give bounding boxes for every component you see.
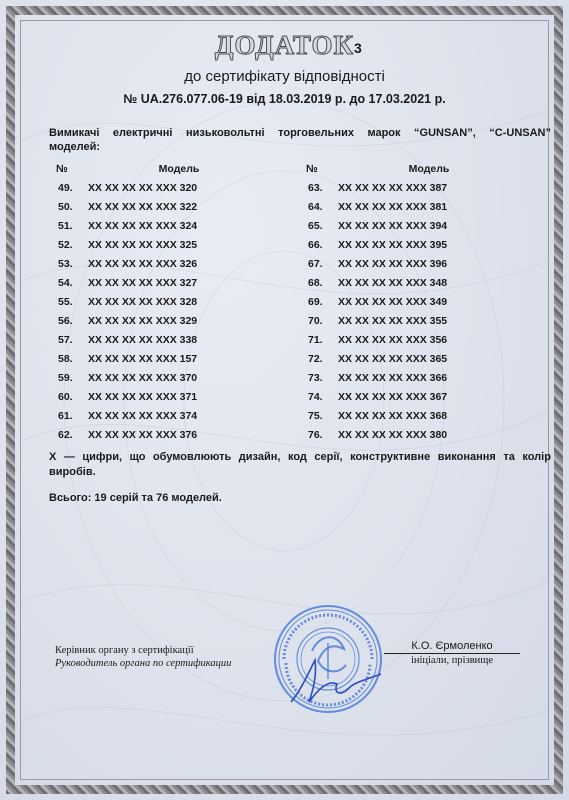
row-model: XX XX XX XX XXX 380 (338, 428, 448, 441)
word: — (63, 451, 75, 463)
row-model: XX XX XX XX XXX 381 (338, 200, 448, 213)
table-row (56, 197, 266, 216)
row-model: XX XX XX XX XXX 376 (88, 428, 198, 441)
row-model: XX XX XX XX XXX 387 (338, 181, 448, 194)
table-row (306, 349, 516, 368)
row-model: XX XX XX XX XXX 396 (338, 257, 448, 270)
row-model: XX XX XX XX XXX 374 (88, 409, 198, 422)
table-row (56, 235, 266, 254)
annex-number: 3 (354, 40, 362, 56)
document-subtitle: до сертифікату відповідності (184, 68, 385, 85)
word: “C-UNSAN” (489, 127, 551, 139)
row-number: 51. (58, 219, 73, 232)
word: електричні (112, 127, 173, 139)
table-row (56, 368, 266, 387)
row-number: 70. (308, 314, 323, 327)
row-model: XX XX XX XX XXX 356 (338, 333, 448, 346)
row-model: XX XX XX XX XXX 326 (88, 257, 198, 270)
table-row (56, 387, 266, 406)
row-number: 69. (308, 295, 323, 308)
row-number: 63. (308, 181, 323, 194)
row-number: 64. (308, 200, 323, 213)
row-model: XX XX XX XX XXX 349 (338, 295, 448, 308)
row-number: 49. (58, 181, 73, 194)
row-number: 73. (308, 371, 323, 384)
handwritten-signature (285, 650, 385, 710)
row-number: 62. (58, 428, 73, 441)
table-row (306, 216, 516, 235)
table-row (306, 254, 516, 273)
row-number: 71. (308, 333, 323, 346)
row-number: 58. (58, 352, 73, 365)
row-number: 67. (308, 257, 323, 270)
row-model: XX XX XX XX XXX 365 (338, 352, 448, 365)
table-row (56, 330, 266, 349)
row-model: XX XX XX XX XXX 368 (338, 409, 448, 422)
row-model: XX XX XX XX XXX 395 (338, 238, 448, 251)
table-row (56, 292, 266, 311)
table-row (306, 406, 516, 425)
models-table-right (306, 160, 516, 444)
row-model: XX XX XX XX XXX 320 (88, 181, 198, 194)
row-model: XX XX XX XX XXX 322 (88, 200, 198, 213)
document-title: ДОДАТОК (214, 30, 355, 60)
table-row (306, 273, 516, 292)
row-number: 74. (308, 390, 323, 403)
row-number: 50. (58, 200, 73, 213)
row-number: 55. (58, 295, 73, 308)
row-number: 72. (308, 352, 323, 365)
table-row (56, 216, 266, 235)
word: що (129, 451, 146, 463)
row-model: XX XX XX XX XXX 367 (338, 390, 448, 403)
word: конструктивне (350, 451, 431, 463)
row-number: 66. (308, 238, 323, 251)
signer-name: К.О. Єрмоленко (411, 640, 493, 652)
row-number: 52. (58, 238, 73, 251)
row-number: 56. (58, 314, 73, 327)
word: код (287, 451, 307, 463)
word: та (503, 451, 515, 463)
table-row (56, 349, 266, 368)
table-row (306, 235, 516, 254)
table-row (306, 330, 516, 349)
word: “GUNSAN”, (414, 127, 476, 139)
row-model: XX XX XX XX XXX 338 (88, 333, 198, 346)
header-model: Модель (408, 163, 450, 175)
row-model: XX XX XX XX XXX 328 (88, 295, 198, 308)
intro-line-1 (49, 126, 551, 140)
table-row (56, 178, 266, 197)
row-number: 60. (58, 390, 73, 403)
certificate-number: № UA.276.077.06-19 від 18.03.2019 р. до 17.03.2021 р. (123, 92, 446, 106)
word: X (49, 451, 57, 463)
row-model: XX XX XX XX XXX 327 (88, 276, 198, 289)
table-row (56, 425, 266, 444)
models-table-left (56, 160, 266, 444)
row-model: XX XX XX XX XXX 370 (88, 371, 198, 384)
row-model: XX XX XX XX XXX 394 (338, 219, 448, 232)
table-row (56, 254, 266, 273)
row-number: 54. (58, 276, 73, 289)
note-line-2: виробів. (49, 466, 96, 478)
row-model: XX XX XX XX XXX 325 (88, 238, 198, 251)
word: колір (522, 451, 551, 463)
header-number: № (56, 163, 68, 175)
word: Вимикачі (49, 127, 100, 139)
table-header (306, 160, 516, 178)
row-model: XX XX XX XX XXX 366 (338, 371, 448, 384)
table-row (56, 273, 266, 292)
note-line-1 (49, 450, 551, 465)
table-row (56, 406, 266, 425)
header-number: № (306, 163, 318, 175)
row-number: 68. (308, 276, 323, 289)
row-number: 61. (58, 409, 73, 422)
table-header (56, 160, 266, 178)
intro-line-2: моделей: (49, 141, 101, 153)
note-paragraph (49, 450, 551, 480)
word: серії, (314, 451, 343, 463)
word: торговельних (278, 127, 354, 139)
table-row (56, 311, 266, 330)
row-model: XX XX XX XX XXX 348 (338, 276, 448, 289)
table-row (306, 178, 516, 197)
row-number: 59. (58, 371, 73, 384)
signer-caption: ініціали, прізвище (410, 655, 494, 666)
row-model: XX XX XX XX XXX 324 (88, 219, 198, 232)
row-model: XX XX XX XX XXX 157 (88, 352, 198, 365)
signature-line (384, 653, 520, 654)
row-number: 57. (58, 333, 73, 346)
signer-title-ua: Керівник органу з сертифікації (55, 645, 194, 656)
table-row (306, 311, 516, 330)
row-number: 76. (308, 428, 323, 441)
table-row (306, 292, 516, 311)
row-model: XX XX XX XX XXX 329 (88, 314, 198, 327)
word: дизайн, (238, 451, 281, 463)
word: виконання (437, 451, 496, 463)
intro-paragraph (49, 126, 551, 154)
table-row (306, 197, 516, 216)
table-row (306, 387, 516, 406)
row-number: 75. (308, 409, 323, 422)
total-summary: Всього: 19 серій та 76 моделей. (49, 492, 222, 504)
header-model: Модель (158, 163, 200, 175)
row-model: XX XX XX XX XXX 355 (338, 314, 448, 327)
word: обумовлюють (152, 451, 232, 463)
table-row (306, 425, 516, 444)
signer-title-ru: Руководитель органа по сертификации (55, 658, 232, 669)
row-number: 53. (58, 257, 73, 270)
word: цифри, (82, 451, 123, 463)
row-model: XX XX XX XX XXX 371 (88, 390, 198, 403)
signer-block (55, 644, 231, 670)
word: низьковольтні (185, 127, 265, 139)
table-row (306, 368, 516, 387)
word: марок (367, 127, 401, 139)
row-number: 65. (308, 219, 323, 232)
